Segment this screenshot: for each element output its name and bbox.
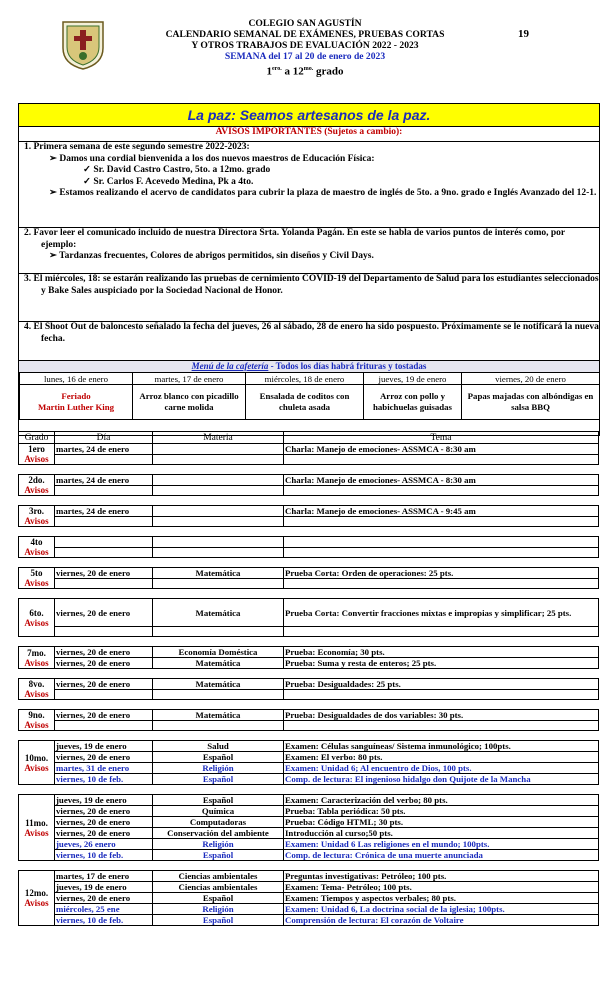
schedule-row	[19, 795, 599, 806]
day-cell: viernes, 20 de enero	[55, 599, 153, 627]
topic-cell: Charla: Manejo de emociones- ASSMCA - 8:30 am	[284, 444, 599, 455]
schedule-row	[19, 850, 599, 861]
day-cell: viernes, 20 de enero	[55, 806, 153, 817]
day-cell: viernes, 20 de enero	[55, 752, 153, 763]
schedule-row	[19, 915, 599, 926]
day-cell: martes, 24 de enero	[55, 506, 153, 517]
schedule-row	[19, 904, 599, 915]
day-cell: viernes, 20 de enero	[55, 568, 153, 579]
cafeteria-menu-title: Menú de la cafetería - Todos los días habrá frituras y tostadas	[19, 360, 599, 372]
empty-cell	[284, 548, 599, 558]
grade-label: 1ero	[28, 444, 45, 454]
subject-cell: Matemática	[153, 658, 284, 669]
topic-cell: Comp. de lectura: El ingenioso hidalgo don Quijote de la Mancha	[284, 774, 599, 785]
subject-cell	[153, 475, 284, 486]
empty-cell	[153, 486, 284, 496]
empty-cell	[55, 579, 153, 589]
subject-cell: Salud	[153, 741, 284, 752]
avisos-label: Avisos	[24, 578, 49, 588]
subject-cell: Español	[153, 915, 284, 926]
schedule-row	[19, 444, 599, 455]
header-line-3: Y OTROS TRABAJOS DE EVALUACIÓN 2022 - 2023	[191, 40, 419, 51]
day-cell: miércoles, 25 ene	[55, 904, 153, 915]
menu-item-4: Arroz con pollo y habichuelas guisadas	[364, 385, 462, 420]
schedule-row	[19, 647, 599, 658]
schedule-row	[19, 568, 599, 579]
avisos-label: Avisos	[24, 657, 49, 668]
grade-label: 5to	[30, 568, 43, 578]
avisos-label: Avisos	[24, 617, 49, 628]
grade-label: 2do.	[28, 475, 45, 485]
subject-cell: Conservación del ambiente	[153, 828, 284, 839]
notice-item-4	[19, 321, 599, 361]
topic-cell: Preguntas investigativas: Petróleo; 100 pts.	[284, 871, 599, 882]
menu-item-2: Arroz blanco con picadillo carne molida	[133, 385, 246, 420]
subject-cell	[153, 537, 284, 548]
day-cell: viernes, 10 de feb.	[55, 774, 153, 785]
empty-cell	[284, 455, 599, 465]
grade-cell	[19, 679, 55, 700]
schedule-row	[19, 763, 599, 774]
day-cell: viernes, 10 de feb.	[55, 850, 153, 861]
topic-cell: Examen: Unidad 6 Las religiones en el mundo; 100pts.	[284, 839, 599, 850]
column-header-tema: Tema	[284, 432, 599, 444]
topic-cell: Prueba: Economía; 30 pts.	[284, 647, 599, 658]
notice-item-2	[19, 227, 599, 274]
subject-cell: Español	[153, 774, 284, 785]
day-cell: martes, 17 de enero	[55, 871, 153, 882]
evaluation-schedule-table	[18, 431, 599, 926]
theme-banner: La paz: Seamos artesanos de la paz.	[19, 104, 599, 127]
subject-cell: Español	[153, 850, 284, 861]
notice-text: 1. Primera semana de este segundo semestre 2022-2023:	[24, 142, 250, 152]
notice-text: 2. Favor leer el comunicado incluido de nuestra Directora Srta. Yolanda Pagán. En este se habla de varios puntos de interés como, por ejemplo:	[24, 228, 565, 250]
grade-cell	[19, 475, 55, 496]
topic-cell	[284, 537, 599, 548]
notice-subitem: ➢ Estamos realizando el acervo de candidatos para cubrir la plaza de maestro de inglés de 5to. a 9no. grado e Inglés Avanzado del 12-1.	[49, 188, 597, 198]
schedule-row	[19, 475, 599, 486]
menu-day-3: miércoles, 18 de enero	[246, 373, 364, 385]
day-cell	[55, 537, 153, 548]
schedule-row	[19, 839, 599, 850]
avisos-label: Avisos	[24, 547, 49, 557]
schedule-row-spacer	[19, 455, 599, 465]
topic-cell: Examen: Unidad 6; Al encuentro de Dios, 100 pts.	[284, 763, 599, 774]
grade-label: 11mo.	[25, 817, 48, 828]
schedule-row	[19, 599, 599, 627]
schedule-row	[19, 817, 599, 828]
grade-label: 10mo.	[24, 752, 49, 763]
schedule-row	[19, 828, 599, 839]
notice-subitem: ✓ Sr. David Castro Castro, 5to. a 12mo. grado	[83, 165, 271, 175]
grade-label: 3ro.	[28, 506, 45, 516]
grade-label: 8vo.	[28, 679, 45, 689]
grade-label: 12mo.	[24, 888, 49, 898]
schedule-row	[19, 710, 599, 721]
empty-cell	[153, 548, 284, 558]
schedule-row-spacer	[19, 721, 599, 731]
notice-text: 3. El miércoles, 18: se estarán realizando las pruebas de cernimiento COVID-19 del Departamento de Salud para los estudiantes seleccionados y Bake Sales auspiciado por la Sociedad Nacional de Honor.	[24, 274, 599, 296]
notices-box	[18, 103, 600, 436]
grade-cell	[19, 599, 55, 637]
subject-cell	[153, 444, 284, 455]
menu-item-3: Ensalada de coditos con chuleta asada	[246, 385, 364, 420]
notice-subitem: ➢ Damos una cordial bienvenida a los dos nuevos maestros de Educación Física:	[49, 153, 375, 164]
subject-cell: Español	[153, 752, 284, 763]
empty-cell	[153, 627, 284, 637]
grade-cell	[19, 444, 55, 465]
schedule-row-spacer	[19, 627, 599, 637]
column-header-día: Día	[55, 432, 153, 444]
schedule-row	[19, 752, 599, 763]
notice-text: 4. El Shoot Out de baloncesto señalado la fecha del jueves, 26 al sábado, 28 de enero ha sido pospuesto. Próximamente se le notificará la nueva fecha.	[24, 322, 599, 344]
day-cell: jueves, 19 de enero	[55, 741, 153, 752]
grade-cell	[19, 795, 55, 861]
avisos-label: Avisos	[24, 827, 49, 838]
subject-cell: Economía Doméstica	[153, 647, 284, 658]
empty-cell	[153, 517, 284, 527]
schedule-row-spacer	[19, 486, 599, 496]
menu-day-2: martes, 17 de enero	[133, 373, 246, 385]
schedule-row	[19, 806, 599, 817]
topic-cell: Examen: El verbo: 80 pts.	[284, 752, 599, 763]
notice-subitem: ➢ Tardanzas frecuentes, Colores de abrigos permitidos, sin diseños y Civil Days.	[49, 251, 374, 261]
topic-cell: Prueba: Código HTML; 30 pts.	[284, 817, 599, 828]
topic-cell: Prueba Corta: Convertir fracciones mixtas e impropias y simplificar; 25 pts.	[284, 599, 599, 627]
header-line-2: CALENDARIO SEMANAL DE EXÁMENES, PRUEBAS CORTAS	[165, 29, 445, 40]
subject-cell: Español	[153, 795, 284, 806]
topic-cell: Charla: Manejo de emociones- ASSMCA - 8:30 am	[284, 475, 599, 486]
subject-cell: Matemática	[153, 679, 284, 690]
subject-cell: Religión	[153, 763, 284, 774]
grade-label: 7mo.	[27, 647, 46, 658]
column-header-grado: Grado	[19, 432, 55, 444]
subject-cell: Religión	[153, 839, 284, 850]
topic-cell: Examen: Tema- Petróleo; 100 pts.	[284, 882, 599, 893]
grade-cell	[19, 710, 55, 731]
schedule-row-spacer	[19, 548, 599, 558]
day-cell: viernes, 20 de enero	[55, 647, 153, 658]
day-cell: jueves, 19 de enero	[55, 882, 153, 893]
topic-cell: Introducción al curso;50 pts.	[284, 828, 599, 839]
avisos-label: Avisos	[24, 720, 49, 730]
day-cell: viernes, 20 de enero	[55, 893, 153, 904]
column-header-materia: Materia	[153, 432, 284, 444]
grade-cell	[19, 568, 55, 589]
day-cell: viernes, 20 de enero	[55, 828, 153, 839]
schedule-row	[19, 774, 599, 785]
school-crest-logo	[60, 18, 106, 70]
subject-cell: Ciencias ambientales	[153, 871, 284, 882]
empty-cell	[284, 627, 599, 637]
grade-label: 9no.	[28, 710, 45, 720]
schedule-row	[19, 882, 599, 893]
schedule-row	[19, 506, 599, 517]
subject-cell	[153, 506, 284, 517]
topic-cell: Examen: Unidad 6, La doctrina social de la iglesia; 100pts.	[284, 904, 599, 915]
subject-cell: Religión	[153, 904, 284, 915]
topic-cell: Examen: Células sanguíneas/ Sistema inmunológico; 100pts.	[284, 741, 599, 752]
menu-day-5: viernes, 20 de enero	[462, 373, 600, 385]
empty-cell	[55, 627, 153, 637]
day-cell: viernes, 20 de enero	[55, 817, 153, 828]
avisos-label: Avisos	[24, 516, 49, 526]
empty-cell	[284, 579, 599, 589]
avisos-label: Avisos	[24, 898, 49, 908]
schedule-row	[19, 871, 599, 882]
grade-range: $1^{ero.}$ a $12^{mo.}$ grado	[266, 65, 344, 78]
topic-cell: Examen: Tiempos y aspectos verbales; 80 pts.	[284, 893, 599, 904]
empty-cell	[153, 690, 284, 700]
empty-cell	[55, 690, 153, 700]
avisos-label: Avisos	[24, 485, 49, 495]
notice-item-3	[19, 273, 599, 322]
empty-cell	[55, 721, 153, 731]
empty-cell	[284, 721, 599, 731]
day-cell: viernes, 10 de feb.	[55, 915, 153, 926]
grade-cell	[19, 506, 55, 527]
menu-item-5: Papas majadas con albóndigas en salsa BBQ	[462, 385, 600, 420]
day-cell: jueves, 26 enero	[55, 839, 153, 850]
subject-cell: Ciencias ambientales	[153, 882, 284, 893]
school-name: COLEGIO SAN AGUSTÍN	[248, 18, 362, 29]
notice-item-1	[19, 141, 599, 228]
schedule-row	[19, 893, 599, 904]
empty-cell	[55, 486, 153, 496]
topic-cell: Prueba: Suma y resta de enteros; 25 pts.	[284, 658, 599, 669]
grade-label: 6to.	[29, 607, 44, 618]
day-cell: jueves, 19 de enero	[55, 795, 153, 806]
grade-cell	[19, 647, 55, 669]
subject-cell: Español	[153, 893, 284, 904]
grade-cell	[19, 537, 55, 558]
page-number: 19	[518, 28, 529, 40]
avisos-label: Avisos	[24, 689, 49, 699]
topic-cell: Prueba Corta: Orden de operaciones: 25 pts.	[284, 568, 599, 579]
subject-cell: Química	[153, 806, 284, 817]
topic-cell: Comp. de lectura: Crónica de una muerte anunciada	[284, 850, 599, 861]
day-cell: viernes, 20 de enero	[55, 679, 153, 690]
topic-cell: Examen: Caracterización del verbo; 80 pts.	[284, 795, 599, 806]
empty-cell	[55, 548, 153, 558]
subject-cell: Matemática	[153, 568, 284, 579]
schedule-row-spacer	[19, 517, 599, 527]
empty-cell	[284, 486, 599, 496]
grade-label: 4to	[30, 537, 43, 547]
schedule-row	[19, 658, 599, 669]
topic-cell: Prueba: Tabla periódica: 50 pts.	[284, 806, 599, 817]
subject-cell: Matemática	[153, 710, 284, 721]
menu-day-1: lunes, 16 de enero	[20, 373, 133, 385]
grade-cell	[19, 741, 55, 785]
schedule-row-spacer	[19, 579, 599, 589]
avisos-label: Avisos	[24, 454, 49, 464]
empty-cell	[55, 517, 153, 527]
schedule-row	[19, 741, 599, 752]
empty-cell	[153, 721, 284, 731]
menu-item-1: Feriado Martin Luther King	[20, 385, 133, 420]
topic-cell: Comprensión de lectura: El corazón de Voltaire	[284, 915, 599, 926]
avisos-title: AVISOS IMPORTANTES (Sujetos a cambio):	[215, 127, 403, 137]
subject-cell: Computadoras	[153, 817, 284, 828]
empty-cell	[284, 690, 599, 700]
schedule-row	[19, 679, 599, 690]
empty-cell	[153, 579, 284, 589]
day-cell: viernes, 20 de enero	[55, 658, 153, 669]
document-header	[110, 18, 500, 78]
avisos-label: Avisos	[24, 762, 49, 773]
schedule-row-spacer	[19, 690, 599, 700]
notice-subitem: ✓ Sr. Carlos F. Acevedo Medina, Pk a 4to.	[83, 176, 254, 187]
topic-cell: Prueba: Desigualdades: 25 pts.	[284, 679, 599, 690]
day-cell: martes, 24 de enero	[55, 475, 153, 486]
grade-cell	[19, 871, 55, 926]
empty-cell	[153, 455, 284, 465]
menu-day-4: jueves, 19 de enero	[364, 373, 462, 385]
empty-cell	[55, 455, 153, 465]
day-cell: viernes, 20 de enero	[55, 710, 153, 721]
week-range: SEMANA del 17 al 20 de enero de 2023	[224, 51, 386, 62]
schedule-row	[19, 537, 599, 548]
topic-cell: Charla: Manejo de emociones- ASSMCA - 9:45 am	[284, 506, 599, 517]
subject-cell: Matemática	[153, 599, 284, 627]
day-cell: martes, 24 de enero	[55, 444, 153, 455]
cafeteria-menu-table	[19, 372, 600, 420]
empty-cell	[284, 517, 599, 527]
topic-cell: Prueba: Desigualdades de dos variables: 30 pts.	[284, 710, 599, 721]
day-cell: martes, 31 de enero	[55, 763, 153, 774]
